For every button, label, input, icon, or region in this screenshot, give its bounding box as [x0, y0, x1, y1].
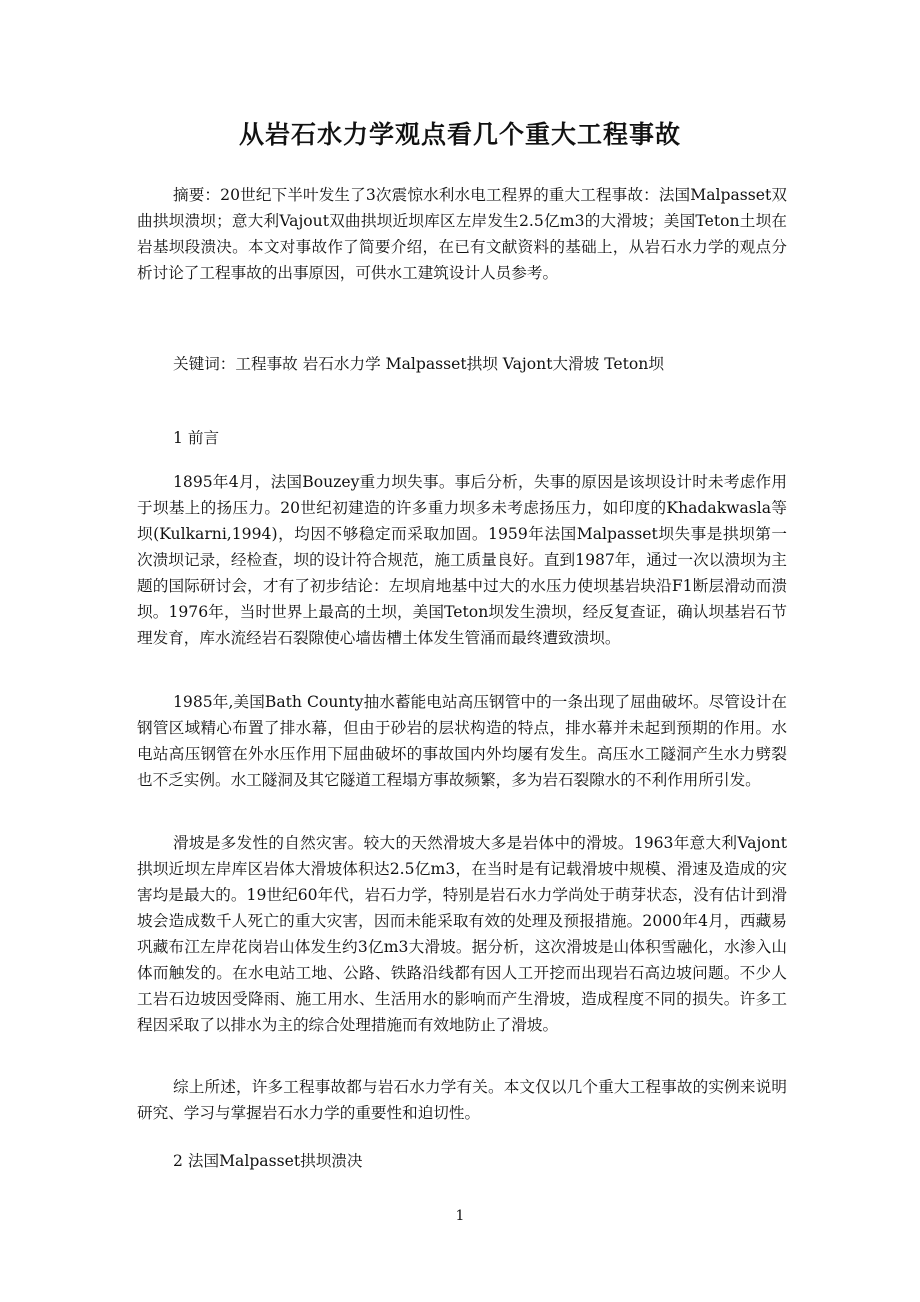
document-title: 从岩石水力学观点看几个重大工程事故 — [238, 120, 681, 149]
abstract-paragraph: 摘要：20世纪下半叶发生了3次震惊水利水电工程界的重大工程事故：法国Malpasset双曲拱坝溃坝；意大利Vajout双曲拱坝近坝库区左岸发生2.5亿m3的大滑坡；美国Teton土坝在岩基坝段溃决。本文对事故作了简要介绍，在已有文献资料的基础上，从岩石水力学的观点分析讨论了工程事故的出事原因，可供水工建筑设计人员参考。 — [137, 186, 787, 282]
body-paragraph: 1895年4月，法国Bouzey重力坝失事。事后分析，失事的原因是该坝设计时未考虑作用于坝基上的扬压力。20世纪初建造的许多重力坝多未考虑扬压力，如印度的Khadakwasla等坝(Kulkarni,1994)，均因不够稳定而采取加固。1959年法国Malpasset坝失事是拱坝第一次溃坝记录，经检查，坝的设计符合规范，施工质量良好。直到1987年，通过一次以溃坝为主题的国际研讨会，才有了初步结论：左坝肩地基中过大的水压力使坝基岩块沿F1断层滑动而溃坝。1976年，当时世界上最高的土坝，美国Teton坝发生溃坝，经反复查证，确认坝基岩石节理发育，库水流经岩石裂隙使心墙齿槽土体发生管涌而最终遭致溃坝。 — [137, 473, 787, 647]
body-paragraph: 综上所述，许多工程事故都与岩石水力学有关。本文仅以几个重大工程事故的实例来说明研究、学习与掌握岩石水力学的重要性和迫切性。 — [137, 1078, 787, 1122]
section-heading-introduction: 1 前言 — [173, 429, 220, 447]
section-heading-malpasset: 2 法国Malpasset拱坝溃决 — [173, 1152, 363, 1170]
body-paragraph: 滑坡是多发性的自然灾害。较大的天然滑坡大多是岩体中的滑坡。1963年意大利Vajont拱坝近坝左岸库区岩体大滑坡体积达2.5亿m3，在当时是有记载滑坡中规模、滑速及造成的灾害均是最大的。19世纪60年代，岩石力学，特别是岩石水力学尚处于萌芽状态，没有估计到滑坡会造成数千人死亡的重大灾害，因而未能采取有效的处理及预报措施。2000年4月，西藏易巩藏布江左岸花岗岩山体发生约3亿m3大滑坡。据分析，这次滑坡是山体积雪融化，水渗入山体而触发的。在水电站工地、公路、铁路沿线都有因人工开挖而出现岩石高边坡问题。不少人工岩石边坡因受降雨、施工用水、生活用水的影响而产生滑坡，造成程度不同的损失。许多工程因采取了以排水为主的综合处理措施而有效地防止了滑坡。 — [137, 834, 787, 1034]
keywords-paragraph: 关键词：工程事故 岩石水力学 Malpasset拱坝 Vajont大滑坡 Teton坝 — [173, 355, 664, 373]
page-number: 1 — [455, 1208, 465, 1224]
body-paragraph: 1985年,美国Bath County抽水蓄能电站高压钢管中的一条出现了屈曲破坏。尽管设计在钢管区域精心布置了排水幕，但由于砂岩的层状构造的特点，排水幕并未起到预期的作用。水电站高压钢管在外水压作用下屈曲破坏的事故国内外均屡有发生。高压水工隧洞产生水力劈裂也不乏实例。水工隧洞及其它隧道工程塌方事故频繁，多为岩石裂隙水的不利作用所引发。 — [137, 693, 787, 789]
